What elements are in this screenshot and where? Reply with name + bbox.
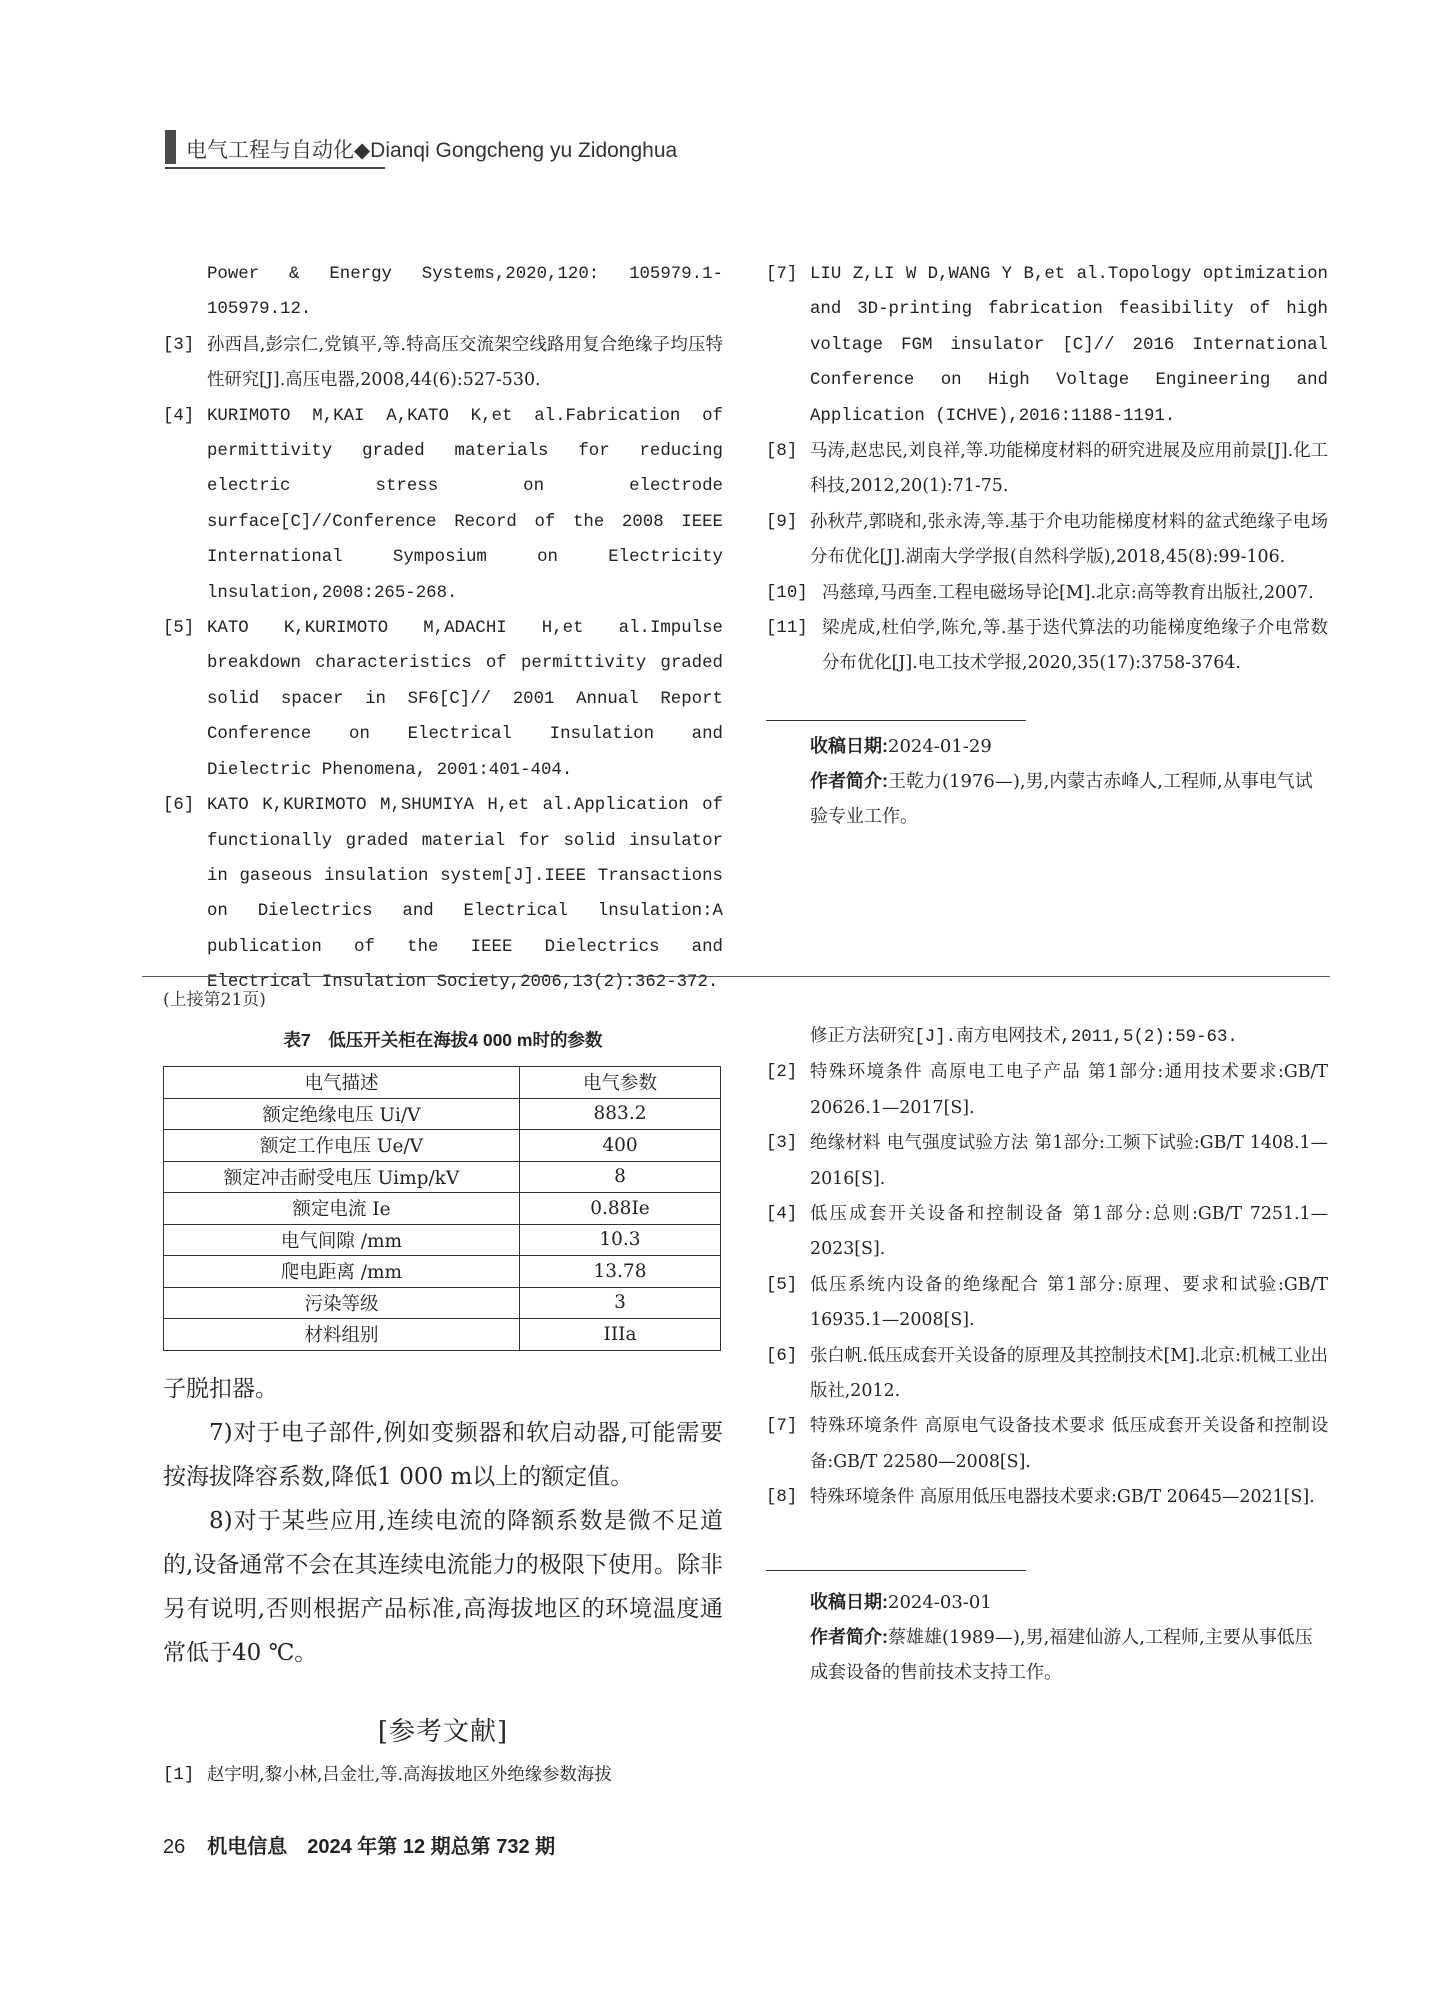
reference-continuation: Power & Energy Systems,2020,120: 105979.1-105979.12.	[207, 265, 723, 320]
reference-item: [8] 马涛,赵忠民,刘良祥,等.功能梯度材料的研究进展及应用前景[J].化工科技,2012,20(1):71-75.	[766, 441, 1328, 497]
header-bar	[165, 130, 176, 164]
bottom-right-references	[766, 1020, 1328, 1690]
table-row: 材料组别 IIIa	[164, 1319, 721, 1351]
reference-item: [3] 绝缘材料 电气强度试验方法 第1部分:工频下试验:GB/T 1408.1—2016[S].	[766, 1133, 1328, 1189]
article-meta: 收稿日期:2024-03-01 作者简介:蔡雄雄(1989—),男,福建仙游人,工程师,主要从事低压成套设备的售前技术支持工作。	[810, 1591, 1313, 1683]
reference-item: [1] 赵宇明,黎小林,吕金壮,等.高海拔地区外绝缘参数海拔	[163, 1764, 612, 1785]
reference-item: [11] 梁虎成,杜伯学,陈允,等.基于迭代算法的功能梯度绝缘子介电常数分布优化[J].电工技术学报,2020,35(17):3758-3764.	[766, 618, 1328, 674]
article-meta: 收稿日期:2024-01-29 作者简介:王乾力(1976—),男,内蒙古赤峰人,工程师,从事电气试验专业工作。	[810, 735, 1313, 827]
reference-item: [5] 低压系统内设备的绝缘配合 第1部分:原理、要求和试验:GB/T 16935.1—2008[S].	[766, 1274, 1328, 1331]
table-row: 爬电距离 /mm 13.78	[164, 1256, 721, 1288]
footnote-rule	[766, 1570, 1026, 1571]
top-right-references	[766, 257, 1328, 834]
table-row: 电气间隙 /mm 10.3	[164, 1224, 721, 1256]
bottom-left-column	[163, 1027, 723, 1793]
journal-issue: 机电信息 2024 年第 12 期总第 732 期	[207, 1836, 556, 1858]
page-footer	[163, 1830, 555, 1859]
table-caption: 表7 低压开关柜在海拔4 000 m时的参数	[283, 1030, 603, 1050]
table-row: 额定工作电压 Ue/V 400	[164, 1130, 721, 1162]
reference-item: [10] 冯慈璋,马西奎.工程电磁场导论[M].北京:高等教育出版社,2007.	[766, 582, 1314, 603]
references-heading: [参考文献]	[377, 1716, 509, 1747]
reference-item: [5] KATO K,KURIMOTO M,ADACHI H,et al.Impulse breakdown characteristics of permittivity graded solid spacer in SF6[C]// 2001 Annual Report Conference on Electrical Insulation and Dielectric Phenomena, 2001:401-404.	[163, 619, 723, 780]
parameter-table	[163, 1066, 721, 1351]
continued-note: (上接第21页)	[163, 990, 266, 1010]
reference-item: [3] 孙西昌,彭宗仁,党镇平,等.特高压交流架空线路用复合绝缘子均压特性研究[J].高压电器,2008,44(6):527-530.	[163, 334, 723, 391]
table-row: 额定冲击耐受电压 Uimp/kV 8	[164, 1161, 721, 1193]
table-row: 额定电流 Ie 0.88Ie	[164, 1193, 721, 1225]
reference-item: [4] 低压成套开关设备和控制设备 第1部分:总则:GB/T 7251.1—2023[S].	[766, 1204, 1328, 1260]
body-text	[163, 1367, 723, 1675]
header-rule	[165, 167, 385, 169]
reference-item: [8] 特殊环境条件 高原用低压电器技术要求:GB/T 20645—2021[S].	[766, 1487, 1315, 1508]
reference-item: [9] 孙秋芹,郭晓和,张永涛,等.基于介电功能梯度材料的盆式绝缘子电场分布优化[J].湖南大学学报(自然科学版),2018,45(8):99-106.	[766, 511, 1328, 568]
reference-item: [6] KATO K,KURIMOTO M,SHUMIYA H,et al.Application of functionally graded material for solid insulator in gaseous insulation system[J].IEEE Transactions on Dielectrics and Electrical lnsulation:A publication of the IEEE Dielectrics and Electrical Insulation Society,2006,13(2):362-372.	[163, 796, 723, 993]
reference-item: [4] KURIMOTO M,KAI A,KATO K,et al.Fabrication of permittivity graded materials for reducing electric stress on electrode surface[C]//Conference Record of the 2008 IEEE International Symposium on Electricity lnsulation,2008:265-268.	[163, 406, 723, 603]
reference-item: [7] LIU Z,LI W D,WANG Y B,et al.Topology optimization and 3D-printing fabrication feasibility of high voltage FGM insulator [C]// 2016 International Conference on High Voltage Engineering and Application (ICHVE),2016:1188-1191.	[766, 265, 1328, 426]
reference-item: [7] 特殊环境条件 高原电气设备技术要求 低压成套开关设备和控制设备:GB/T 22580—2008[S].	[766, 1416, 1328, 1472]
page-number: 26	[163, 1836, 186, 1858]
reference-continuation: 修正方法研究[J].南方电网技术,2011,5(2):59-63.	[810, 1028, 1238, 1047]
journal-section-title: 电气工程与自动化◆Dianqi Gongcheng yu Zidonghua	[186, 139, 678, 162]
top-left-references	[163, 257, 723, 1001]
reference-item: [2] 特殊环境条件 高原电工电子产品 第1部分:通用技术要求:GB/T 20626.1—2017[S].	[766, 1062, 1328, 1118]
paragraph: 子脱扣器。	[163, 1375, 278, 1402]
table-header-row: 电气描述 电气参数	[164, 1067, 721, 1099]
footnote-rule	[766, 720, 1026, 721]
paragraph: 7)对于电子部件,例如变频器和软启动器,可能需要按海拔降容系数,降低1 000 m以上的额定值。	[163, 1419, 723, 1490]
reference-item: [6] 张白帆.低压成套开关设备的原理及其控制技术[M].北京:机械工业出版社,2012.	[766, 1345, 1328, 1402]
table-row: 污染等级 3	[164, 1287, 721, 1319]
table-row: 额定绝缘电压 Ui/V 883.2	[164, 1098, 721, 1130]
paragraph: 8)对于某些应用,连续电流的降额系数是微不足道的,设备通常不会在其连续电流能力的极限下使用。除非另有说明,否则根据产品标准,高海拔地区的环境温度通常低于40 ℃。	[163, 1507, 723, 1666]
article-divider	[142, 976, 1330, 977]
